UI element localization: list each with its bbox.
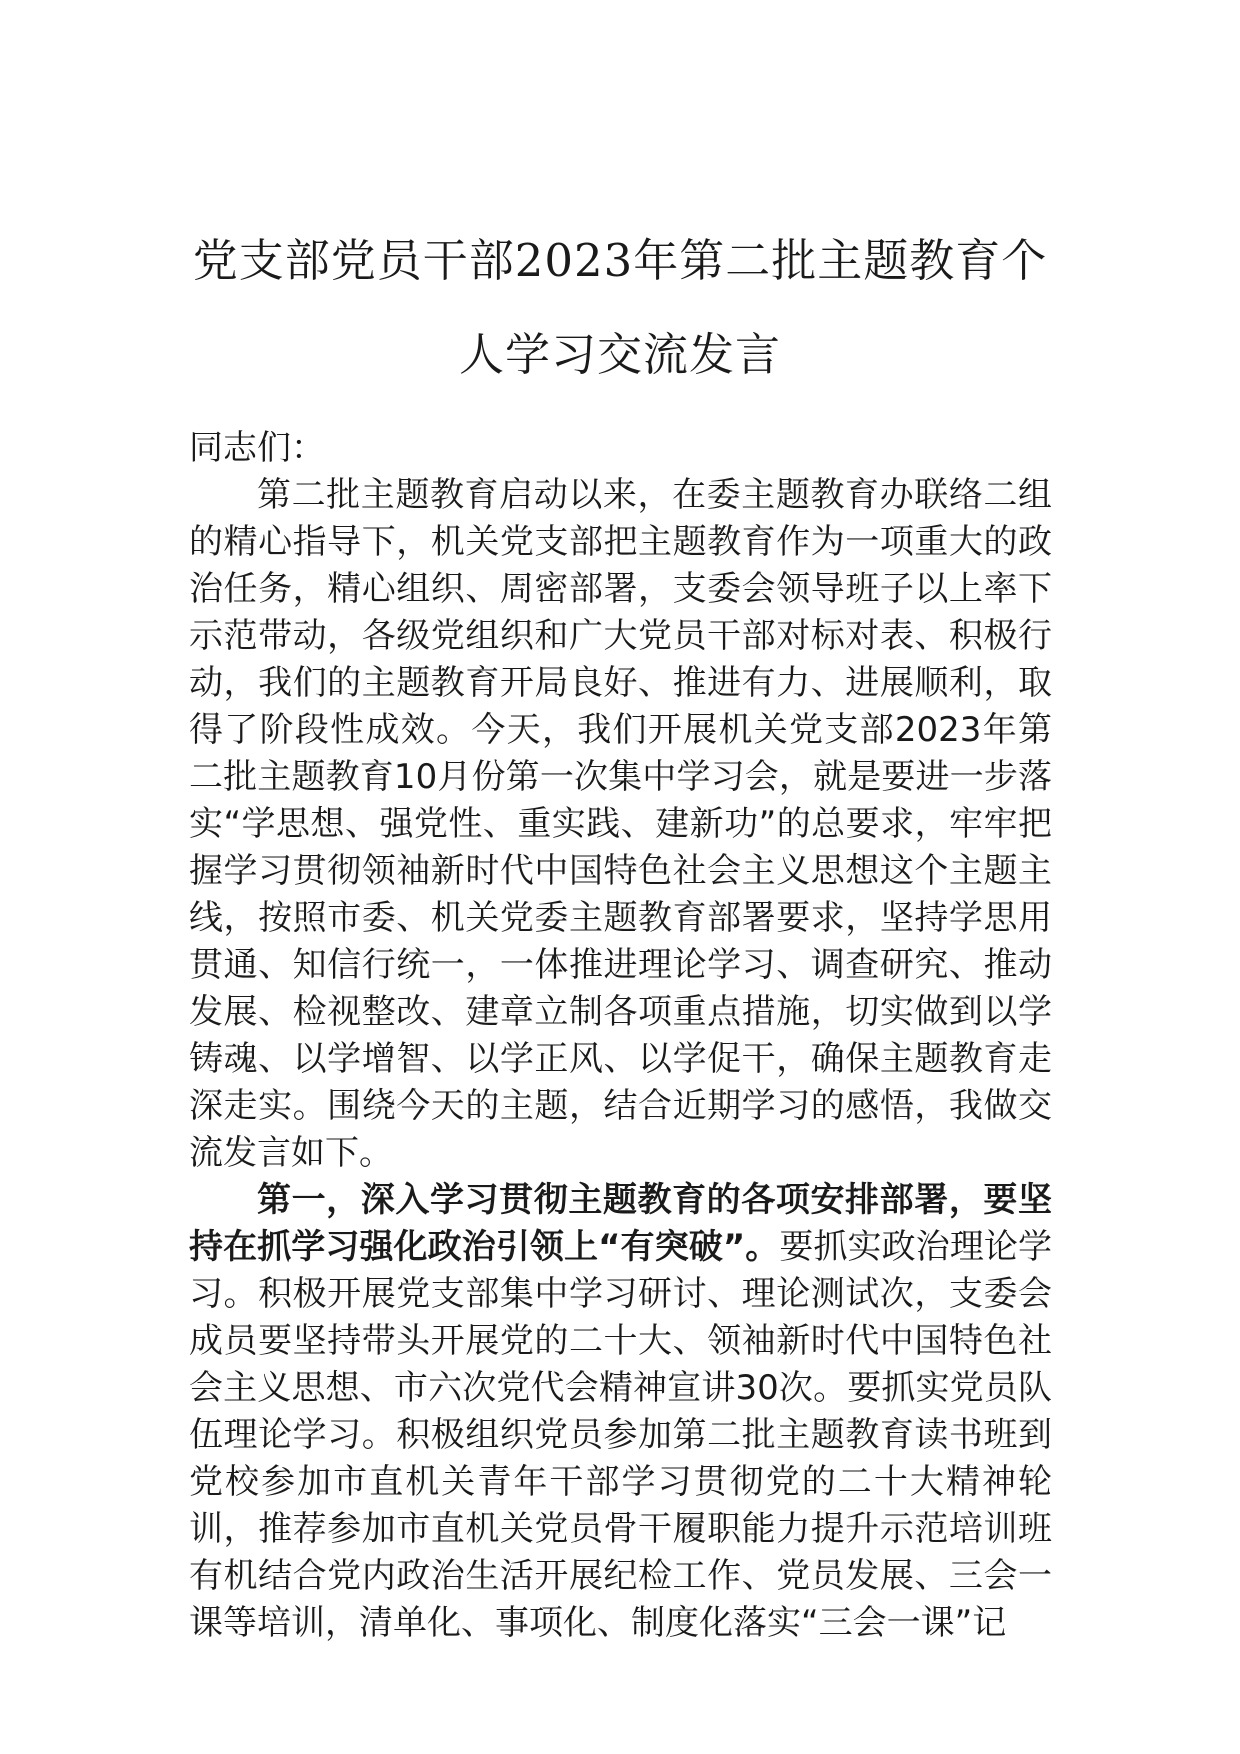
paragraph-2 (189, 1177, 1052, 1647)
document-title (150, 214, 1090, 402)
paragraph-2-heading: 第一，深入学习贯彻主题教育的各项安排部署，要坚持在抓学习强化政治引领上“有突破”。 (189, 1180, 1052, 1267)
title-line-2: 人学习交流发言 (458, 328, 781, 381)
title-line-1: 党支部党员干部2023年第二批主题教育个 (192, 234, 1048, 287)
document-body (189, 425, 1052, 1647)
paragraph-1: 第二批主题教育启动以来，在委主题教育办联络二组的精心指导下，机关党支部把主题教育作为一项重大的政治任务，精心组织、周密部署，支委会领导班子以上率下示范带动，各级党组织和广大党员干部对标对表、积极行动，我们的主题教育开局良好、推进有力、进展顺利，取得了阶段性成效。今天，我们开展机关党支部2023年第二批主题教育10月份第一次集中学习会，就是要进一步落实“学思想、强党性、重实践、建新功”的总要求，牢牢把握学习贯彻领袖新时代中国特色社会主义思想这个主题主线，按照市委、机关党委主题教育部署要求，坚持学思用贯通、知信行统一，一体推进理论学习、调查研究、推动发展、检视整改、建章立制各项重点措施，切实做到以学铸魂、以学增智、以学正风、以学促干，确保主题教育走深走实。围绕今天的主题，结合近期学习的感悟，我做交流发言如下。 (189, 475, 1052, 1173)
paragraph-2-body: 要抓实政治理论学习。积极开展党支部集中学习研讨、理论测试次，支委会成员要坚持带头开展党的二十大、领袖新时代中国特色社会主义思想、市六次党代会精神宣讲30次。要抓实党员队伍理论学习。积极组织党员参加第二批主题教育读书班到党校参加市直机关青年干部学习贯彻党的二十大精神轮训，推荐参加市直机关党员骨干履职能力提升示范培训班有机结合党内政治生活开展纪检工作、党员发展、三会一课等培训，清单化、事项化、制度化落实“三会一课”记 (189, 1227, 1053, 1643)
salutation: 同志们： (189, 428, 325, 468)
